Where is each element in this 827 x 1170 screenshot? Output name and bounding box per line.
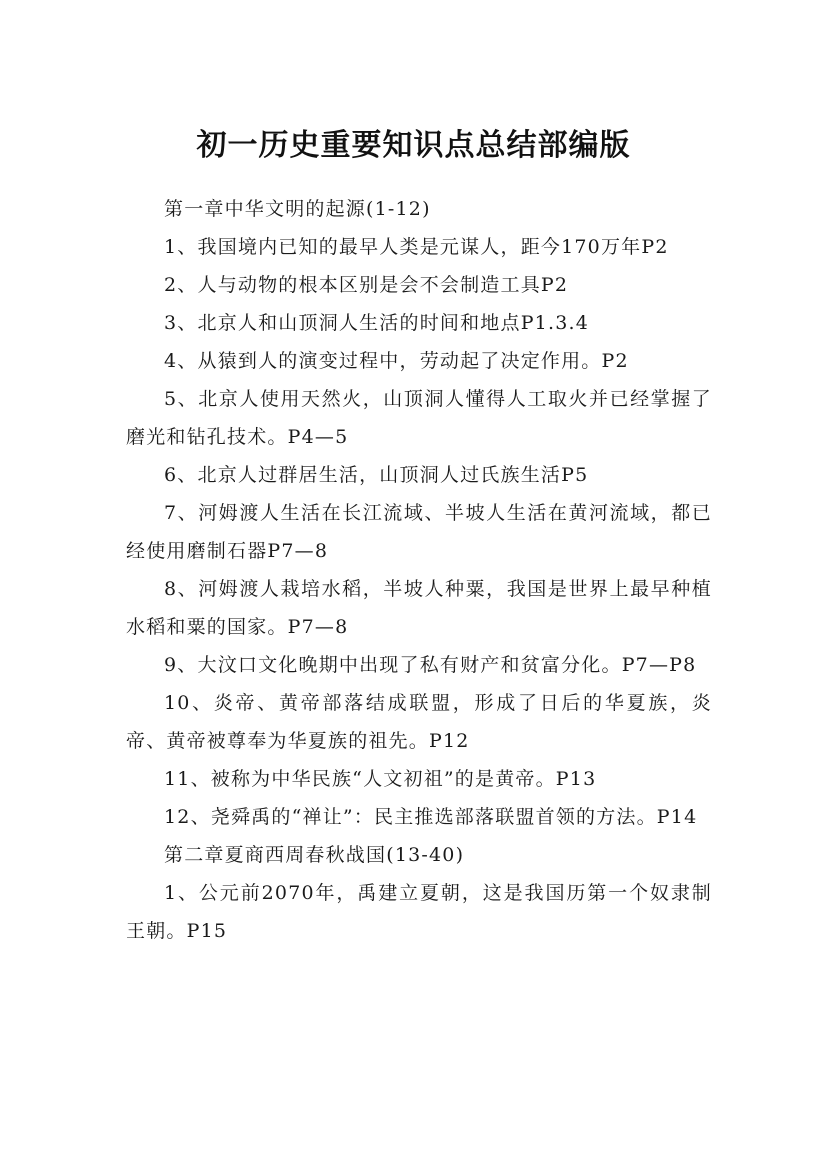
chapter-1-heading: 第一章中华文明的起源(1-12): [164, 198, 431, 220]
paragraph-1-5: 5、北京人使用天然火，山顶洞人懂得人工取火并已经掌握了磨光和钻孔技术。P4—5: [126, 388, 712, 448]
paragraph-1-6: 6、北京人过群居生活，山顶洞人过氏族生活P5: [164, 464, 589, 486]
paragraph-1-11: 11、被称为中华民族“人文初祖”的是黄帝。P13: [164, 768, 597, 790]
paragraph-1-8: 8、河姆渡人栽培水稻，半坡人种粟，我国是世界上最早种植水稻和粟的国家。P7—8: [126, 578, 712, 638]
paragraph-1-10: 10、炎帝、黄帝部落结成联盟，形成了日后的华夏族，炎帝、黄帝被尊奉为华夏族的祖先。P12: [126, 692, 712, 752]
paragraph-1-1: 1、我国境内已知的最早人类是元谋人，距今170万年P2: [164, 236, 669, 258]
paragraph-1-12: 12、尧舜禹的“禅让”：民主推选部落联盟首领的方法。P14: [164, 806, 698, 828]
chapter-2-heading: 第二章夏商西周春秋战国(13-40): [164, 844, 465, 866]
document-title: 初一历史重要知识点总结部编版: [196, 128, 631, 164]
paragraph-1-9: 9、大汶口文化晚期中出现了私有财产和贫富分化。P7—P8: [164, 654, 697, 676]
document-body: [126, 190, 712, 950]
paragraph-1-2: 2、人与动物的根本区别是会不会制造工具P2: [164, 274, 569, 296]
paragraph-1-7: 7、河姆渡人生活在长江流域、半坡人生活在黄河流域，都已经使用磨制石器P7—8: [126, 502, 712, 562]
paragraph-1-4: 4、从猿到人的演变过程中，劳动起了决定作用。P2: [164, 350, 629, 372]
paragraph-1-3: 3、北京人和山顶洞人生活的时间和地点P1.3.4: [164, 312, 590, 334]
paragraph-2-1: 1、公元前2070年，禹建立夏朝，这是我国历第一个奴隶制王朝。P15: [126, 882, 712, 942]
